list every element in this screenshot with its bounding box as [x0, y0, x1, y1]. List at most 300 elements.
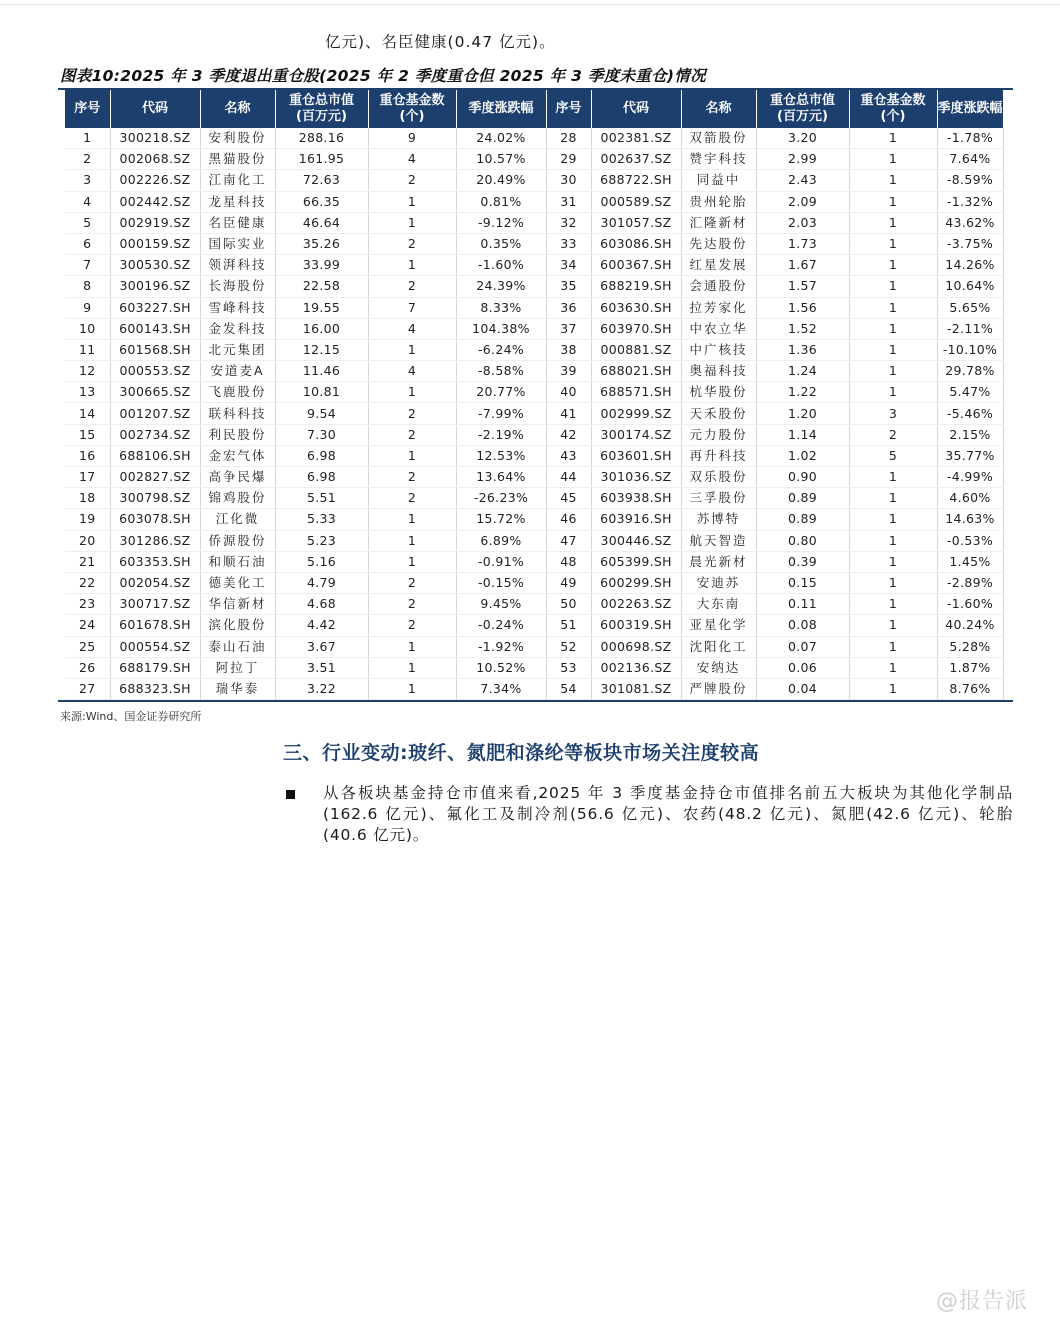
table-cell: 20.49% — [456, 170, 546, 191]
table-cell: 603970.SH — [591, 318, 681, 339]
table-cell: 0.80 — [756, 530, 849, 551]
body-paragraph: 从各板块基金持仓市值来看,2025 年 3 季度基金持仓市值排名前五大板块为其他化学制品(162.6 亿元)、氟化工及制冷剂(56.6 亿元)、农药(48.2 亿元)、氮肥(42.6 亿元)、轮胎(40.6 亿元)。 — [323, 784, 1013, 844]
table-cell: 名臣健康 — [200, 212, 275, 233]
table-row — [65, 636, 1003, 657]
table-cell: 1 — [849, 678, 937, 699]
table-cell: 泰山石油 — [200, 636, 275, 657]
table-cell: 1.67 — [756, 255, 849, 276]
column-header: 重仓总市值 (百万元) — [756, 90, 849, 128]
table-cell: 002999.SZ — [591, 403, 681, 424]
table-cell: 阿拉丁 — [200, 657, 275, 678]
table-cell: 688021.SH — [591, 361, 681, 382]
table-cell: 000554.SZ — [110, 636, 200, 657]
table-cell: 000881.SZ — [591, 339, 681, 360]
table-cell: -26.23% — [456, 488, 546, 509]
column-header: 重仓基金数 (个) — [368, 90, 456, 128]
table-cell: -2.19% — [456, 424, 546, 445]
table-cell: 5.23 — [275, 530, 368, 551]
table-cell: 12.15 — [275, 339, 368, 360]
table-cell: 40.24% — [937, 615, 1003, 636]
table-cell: 1 — [849, 149, 937, 170]
table-cell: 10.81 — [275, 382, 368, 403]
table-cell: 侨源股份 — [200, 530, 275, 551]
table-cell: 605399.SH — [591, 551, 681, 572]
table-cell: 德美化工 — [200, 572, 275, 593]
table-cell: 1 — [65, 128, 110, 149]
table-cell: 1.14 — [756, 424, 849, 445]
table-cell: 元力股份 — [681, 424, 756, 445]
table-cell: 2.99 — [756, 149, 849, 170]
table-row — [65, 297, 1003, 318]
table-cell: 1 — [368, 509, 456, 530]
table-cell: 2 — [368, 276, 456, 297]
table-cell: 1 — [368, 191, 456, 212]
table-cell: 5.65% — [937, 297, 1003, 318]
table-cell: 1 — [849, 233, 937, 254]
table-cell: 6 — [65, 233, 110, 254]
table-cell: 35 — [546, 276, 591, 297]
table-cell: 2 — [849, 424, 937, 445]
table-cell: 603938.SH — [591, 488, 681, 509]
table-cell: 0.81% — [456, 191, 546, 212]
table-cell: 2.09 — [756, 191, 849, 212]
table-cell: 600319.SH — [591, 615, 681, 636]
table-cell: 2 — [65, 149, 110, 170]
table-cell: 华信新材 — [200, 594, 275, 615]
table-cell: 13 — [65, 382, 110, 403]
table-cell: -8.58% — [456, 361, 546, 382]
table-row — [65, 467, 1003, 488]
table-cell: 3 — [65, 170, 110, 191]
watermark: @报告派 — [936, 1289, 1029, 1314]
table-cell: 飞鹿股份 — [200, 382, 275, 403]
table-cell: 赞宇科技 — [681, 149, 756, 170]
table-cell: 300174.SZ — [591, 424, 681, 445]
table-cell: 33 — [546, 233, 591, 254]
table-cell: 1.87% — [937, 657, 1003, 678]
column-header: 序号 — [65, 90, 110, 128]
table-cell: 1.45% — [937, 551, 1003, 572]
table-cell: 43 — [546, 445, 591, 466]
column-header: 名称 — [681, 90, 756, 128]
table-row — [65, 403, 1003, 424]
table-cell: 688571.SH — [591, 382, 681, 403]
table-cell: 1 — [849, 318, 937, 339]
table-cell: 1 — [849, 657, 937, 678]
table-cell: 贵州轮胎 — [681, 191, 756, 212]
table-row — [65, 382, 1003, 403]
table-body — [65, 128, 1003, 700]
table-cell: 双乐股份 — [681, 467, 756, 488]
table-cell: 2 — [368, 488, 456, 509]
table-cell: 3.51 — [275, 657, 368, 678]
table-cell: 1 — [849, 551, 937, 572]
table-cell: 28 — [546, 128, 591, 149]
table-cell: 1 — [849, 488, 937, 509]
table-cell: 1 — [849, 572, 937, 593]
table-cell: 0.89 — [756, 488, 849, 509]
table-row — [65, 551, 1003, 572]
table-cell: 大东南 — [681, 594, 756, 615]
section-heading: 三、行业变动:玻纤、氮肥和涤纶等板块市场关注度较高 — [283, 742, 760, 764]
table-cell: 1.57 — [756, 276, 849, 297]
table-cell: 4 — [368, 361, 456, 382]
table-cell: 1 — [368, 445, 456, 466]
table-cell: 20 — [65, 530, 110, 551]
table-cell: 4.60% — [937, 488, 1003, 509]
table-cell: 29.78% — [937, 361, 1003, 382]
table-cell: 10.64% — [937, 276, 1003, 297]
table-cell: 1 — [368, 255, 456, 276]
table-cell: 72.63 — [275, 170, 368, 191]
table-cell: -1.32% — [937, 191, 1003, 212]
table-cell: 滨化股份 — [200, 615, 275, 636]
table-cell: 再升科技 — [681, 445, 756, 466]
table-cell: 1.24 — [756, 361, 849, 382]
table-row — [65, 488, 1003, 509]
table-cell: 24.39% — [456, 276, 546, 297]
table-cell: 1 — [849, 382, 937, 403]
table-row — [65, 191, 1003, 212]
table-cell: 长海股份 — [200, 276, 275, 297]
table-cell: 1 — [849, 191, 937, 212]
table-row — [65, 424, 1003, 445]
table-cell: 15.72% — [456, 509, 546, 530]
table-cell: 2 — [368, 424, 456, 445]
continuation-text: 亿元)、名臣健康(0.47 亿元)。 — [325, 33, 556, 51]
table-cell: 16.00 — [275, 318, 368, 339]
table-cell: 19.55 — [275, 297, 368, 318]
table-cell: 金发科技 — [200, 318, 275, 339]
table-row — [65, 318, 1003, 339]
table-cell: 301036.SZ — [591, 467, 681, 488]
bullet-square-icon — [286, 790, 295, 799]
table-cell: -0.24% — [456, 615, 546, 636]
table-cell: 42 — [546, 424, 591, 445]
table-cell: 联科科技 — [200, 403, 275, 424]
table-row — [65, 445, 1003, 466]
table-cell: -0.53% — [937, 530, 1003, 551]
table-cell: 4.68 — [275, 594, 368, 615]
table-cell: 54 — [546, 678, 591, 699]
table-header-row — [65, 90, 1003, 128]
table-cell: 688219.SH — [591, 276, 681, 297]
table-cell: -4.99% — [937, 467, 1003, 488]
table-cell: 301081.SZ — [591, 678, 681, 699]
table-cell: 603353.SH — [110, 551, 200, 572]
table-cell: 1 — [368, 678, 456, 699]
table-cell: 53 — [546, 657, 591, 678]
table-cell: 002919.SZ — [110, 212, 200, 233]
table-row — [65, 509, 1003, 530]
table-cell: 66.35 — [275, 191, 368, 212]
table-cell: 安利股份 — [200, 128, 275, 149]
table-cell: -1.92% — [456, 636, 546, 657]
table-row — [65, 678, 1003, 699]
column-header: 代码 — [591, 90, 681, 128]
table-cell: 27 — [65, 678, 110, 699]
table-cell: 1 — [849, 170, 937, 191]
table-cell: 002263.SZ — [591, 594, 681, 615]
table-cell: 0.11 — [756, 594, 849, 615]
table-cell: 33.99 — [275, 255, 368, 276]
column-header: 重仓基金数 (个) — [849, 90, 937, 128]
table-cell: 和顺石油 — [200, 551, 275, 572]
table-cell: 安迪苏 — [681, 572, 756, 593]
table-row — [65, 339, 1003, 360]
table-cell: 瑞华泰 — [200, 678, 275, 699]
exited-holdings-table — [65, 90, 1004, 700]
table-cell: 23 — [65, 594, 110, 615]
table-cell: 9.45% — [456, 594, 546, 615]
table-cell: 19 — [65, 509, 110, 530]
table-cell: 37 — [546, 318, 591, 339]
table-cell: 金宏气体 — [200, 445, 275, 466]
table-cell: 0.39 — [756, 551, 849, 572]
table-cell: -1.78% — [937, 128, 1003, 149]
table-cell: 29 — [546, 149, 591, 170]
table-cell: 1 — [368, 657, 456, 678]
table-cell: 2 — [368, 403, 456, 424]
table-cell: 先达股份 — [681, 233, 756, 254]
table-cell: 1 — [849, 297, 937, 318]
table-cell: 中农立华 — [681, 318, 756, 339]
table-cell: 104.38% — [456, 318, 546, 339]
table-cell: 300530.SZ — [110, 255, 200, 276]
table-cell: 锦鸡股份 — [200, 488, 275, 509]
table-cell: 1 — [849, 339, 937, 360]
table-cell: -9.12% — [456, 212, 546, 233]
table-cell: 4.79 — [275, 572, 368, 593]
table-cell: -2.11% — [937, 318, 1003, 339]
table-cell: 晨光新材 — [681, 551, 756, 572]
table-row — [65, 149, 1003, 170]
table-cell: 16 — [65, 445, 110, 466]
table-bottom-rule — [58, 700, 1013, 702]
table-cell: 3.22 — [275, 678, 368, 699]
table-row — [65, 255, 1003, 276]
table-cell: 1.02 — [756, 445, 849, 466]
table-cell: 47 — [546, 530, 591, 551]
table-cell: 1.73 — [756, 233, 849, 254]
table-row — [65, 572, 1003, 593]
table-cell: 40 — [546, 382, 591, 403]
table-cell: 24 — [65, 615, 110, 636]
table-cell: 603601.SH — [591, 445, 681, 466]
table-cell: 35.26 — [275, 233, 368, 254]
table-cell: 严牌股份 — [681, 678, 756, 699]
table-cell: 领湃科技 — [200, 255, 275, 276]
table-cell: 2 — [368, 170, 456, 191]
table-row — [65, 276, 1003, 297]
table-cell: 46.64 — [275, 212, 368, 233]
table-row — [65, 657, 1003, 678]
table-cell: 5.33 — [275, 509, 368, 530]
table-cell: 北元集团 — [200, 339, 275, 360]
table-cell: 14.26% — [937, 255, 1003, 276]
table-cell: -10.10% — [937, 339, 1003, 360]
column-header: 季度涨跌幅 — [937, 90, 1003, 128]
table-cell: 300798.SZ — [110, 488, 200, 509]
table-cell: 18 — [65, 488, 110, 509]
table-cell: 1 — [368, 212, 456, 233]
table-cell: 600143.SH — [110, 318, 200, 339]
table-cell: 2 — [368, 615, 456, 636]
table-cell: 26 — [65, 657, 110, 678]
table-cell: 3.20 — [756, 128, 849, 149]
table-cell: 301286.SZ — [110, 530, 200, 551]
table-cell: -6.24% — [456, 339, 546, 360]
table-cell: 688722.SH — [591, 170, 681, 191]
table-cell: 1 — [849, 636, 937, 657]
table-cell: 30 — [546, 170, 591, 191]
table-cell: 2.43 — [756, 170, 849, 191]
table-cell: 航天智造 — [681, 530, 756, 551]
table-cell: 49 — [546, 572, 591, 593]
table-cell: 1 — [849, 530, 937, 551]
table-cell: 002136.SZ — [591, 657, 681, 678]
table-cell: 沈阳化工 — [681, 636, 756, 657]
table-cell: 24.02% — [456, 128, 546, 149]
column-header: 季度涨跌幅 — [456, 90, 546, 128]
table-cell: 600299.SH — [591, 572, 681, 593]
table-cell: 安纳达 — [681, 657, 756, 678]
table-cell: -0.91% — [456, 551, 546, 572]
table-cell: 3.67 — [275, 636, 368, 657]
table-cell: 红星发展 — [681, 255, 756, 276]
table-row — [65, 530, 1003, 551]
table-cell: 11.46 — [275, 361, 368, 382]
table-cell: 12.53% — [456, 445, 546, 466]
table-cell: 雪峰科技 — [200, 297, 275, 318]
table-row — [65, 170, 1003, 191]
table-cell: 38 — [546, 339, 591, 360]
table-cell: 1 — [849, 467, 937, 488]
table-cell: 4 — [368, 318, 456, 339]
table-row — [65, 128, 1003, 149]
table-cell: 13.64% — [456, 467, 546, 488]
table-cell: 002068.SZ — [110, 149, 200, 170]
table-cell: 603086.SH — [591, 233, 681, 254]
table-cell: 7 — [368, 297, 456, 318]
table-cell: -0.15% — [456, 572, 546, 593]
table-cell: 50 — [546, 594, 591, 615]
table-cell: 000553.SZ — [110, 361, 200, 382]
table-cell: 22 — [65, 572, 110, 593]
table-cell: 20.77% — [456, 382, 546, 403]
table-cell: 黑猫股份 — [200, 149, 275, 170]
table-cell: 1 — [368, 551, 456, 572]
table-cell: 安道麦A — [200, 361, 275, 382]
table-cell: 1 — [849, 128, 937, 149]
table-cell: 300717.SZ — [110, 594, 200, 615]
table-cell: 000589.SZ — [591, 191, 681, 212]
table-cell: 52 — [546, 636, 591, 657]
table-cell: 1.36 — [756, 339, 849, 360]
table-cell: 江化微 — [200, 509, 275, 530]
table-row — [65, 212, 1003, 233]
column-header: 序号 — [546, 90, 591, 128]
table-cell: 0.89 — [756, 509, 849, 530]
table-cell: 10.52% — [456, 657, 546, 678]
table-cell: 10 — [65, 318, 110, 339]
table-cell: 江南化工 — [200, 170, 275, 191]
table-cell: 0.08 — [756, 615, 849, 636]
table-cell: 1.20 — [756, 403, 849, 424]
table-cell: -7.99% — [456, 403, 546, 424]
table-cell: 9.54 — [275, 403, 368, 424]
table-cell: 8 — [65, 276, 110, 297]
table-cell: 2 — [368, 594, 456, 615]
source-note: 来源:Wind、国金证券研究所 — [60, 710, 202, 723]
table-cell: 14 — [65, 403, 110, 424]
table-cell: 300446.SZ — [591, 530, 681, 551]
table-cell: 14.63% — [937, 509, 1003, 530]
table-cell: 002381.SZ — [591, 128, 681, 149]
table-cell: 5 — [65, 212, 110, 233]
table-cell: 002734.SZ — [110, 424, 200, 445]
table-cell: 3 — [849, 403, 937, 424]
table-cell: 中广核技 — [681, 339, 756, 360]
table-cell: 4 — [368, 149, 456, 170]
table-row — [65, 361, 1003, 382]
table-cell: 汇隆新材 — [681, 212, 756, 233]
table-cell: 300196.SZ — [110, 276, 200, 297]
table-cell: 21 — [65, 551, 110, 572]
column-header: 重仓总市值 (百万元) — [275, 90, 368, 128]
table-cell: 拉芳家化 — [681, 297, 756, 318]
table-cell: -1.60% — [456, 255, 546, 276]
table-cell: 1 — [849, 255, 937, 276]
table-cell: 1.52 — [756, 318, 849, 339]
table-cell: -2.89% — [937, 572, 1003, 593]
table-cell: 11 — [65, 339, 110, 360]
table-cell: 奥福科技 — [681, 361, 756, 382]
table-cell: 688323.SH — [110, 678, 200, 699]
table-cell: 39 — [546, 361, 591, 382]
table-cell: 5.28% — [937, 636, 1003, 657]
table-cell: 2 — [368, 233, 456, 254]
table-cell: 1 — [368, 530, 456, 551]
table-cell: 15 — [65, 424, 110, 445]
table-cell: 双箭股份 — [681, 128, 756, 149]
table-cell: 9 — [368, 128, 456, 149]
table-cell: 0.15 — [756, 572, 849, 593]
table-cell: 8.76% — [937, 678, 1003, 699]
table-cell: 12 — [65, 361, 110, 382]
table-cell: 31 — [546, 191, 591, 212]
table-cell: -1.60% — [937, 594, 1003, 615]
table-cell: 7.30 — [275, 424, 368, 445]
table-cell: 34 — [546, 255, 591, 276]
table-cell: 161.95 — [275, 149, 368, 170]
table-cell: 301057.SZ — [591, 212, 681, 233]
table-cell: 22.58 — [275, 276, 368, 297]
table-cell: 5.47% — [937, 382, 1003, 403]
table-cell: 000159.SZ — [110, 233, 200, 254]
table-cell: 1 — [849, 594, 937, 615]
table-cell: 600367.SH — [591, 255, 681, 276]
table-cell: 688106.SH — [110, 445, 200, 466]
table-cell: 1 — [849, 361, 937, 382]
table-cell: 天禾股份 — [681, 403, 756, 424]
table-cell: 288.16 — [275, 128, 368, 149]
table-cell: 601678.SH — [110, 615, 200, 636]
table-cell: 001207.SZ — [110, 403, 200, 424]
table-cell: 48 — [546, 551, 591, 572]
table-cell: 9 — [65, 297, 110, 318]
table-cell: 6.98 — [275, 467, 368, 488]
